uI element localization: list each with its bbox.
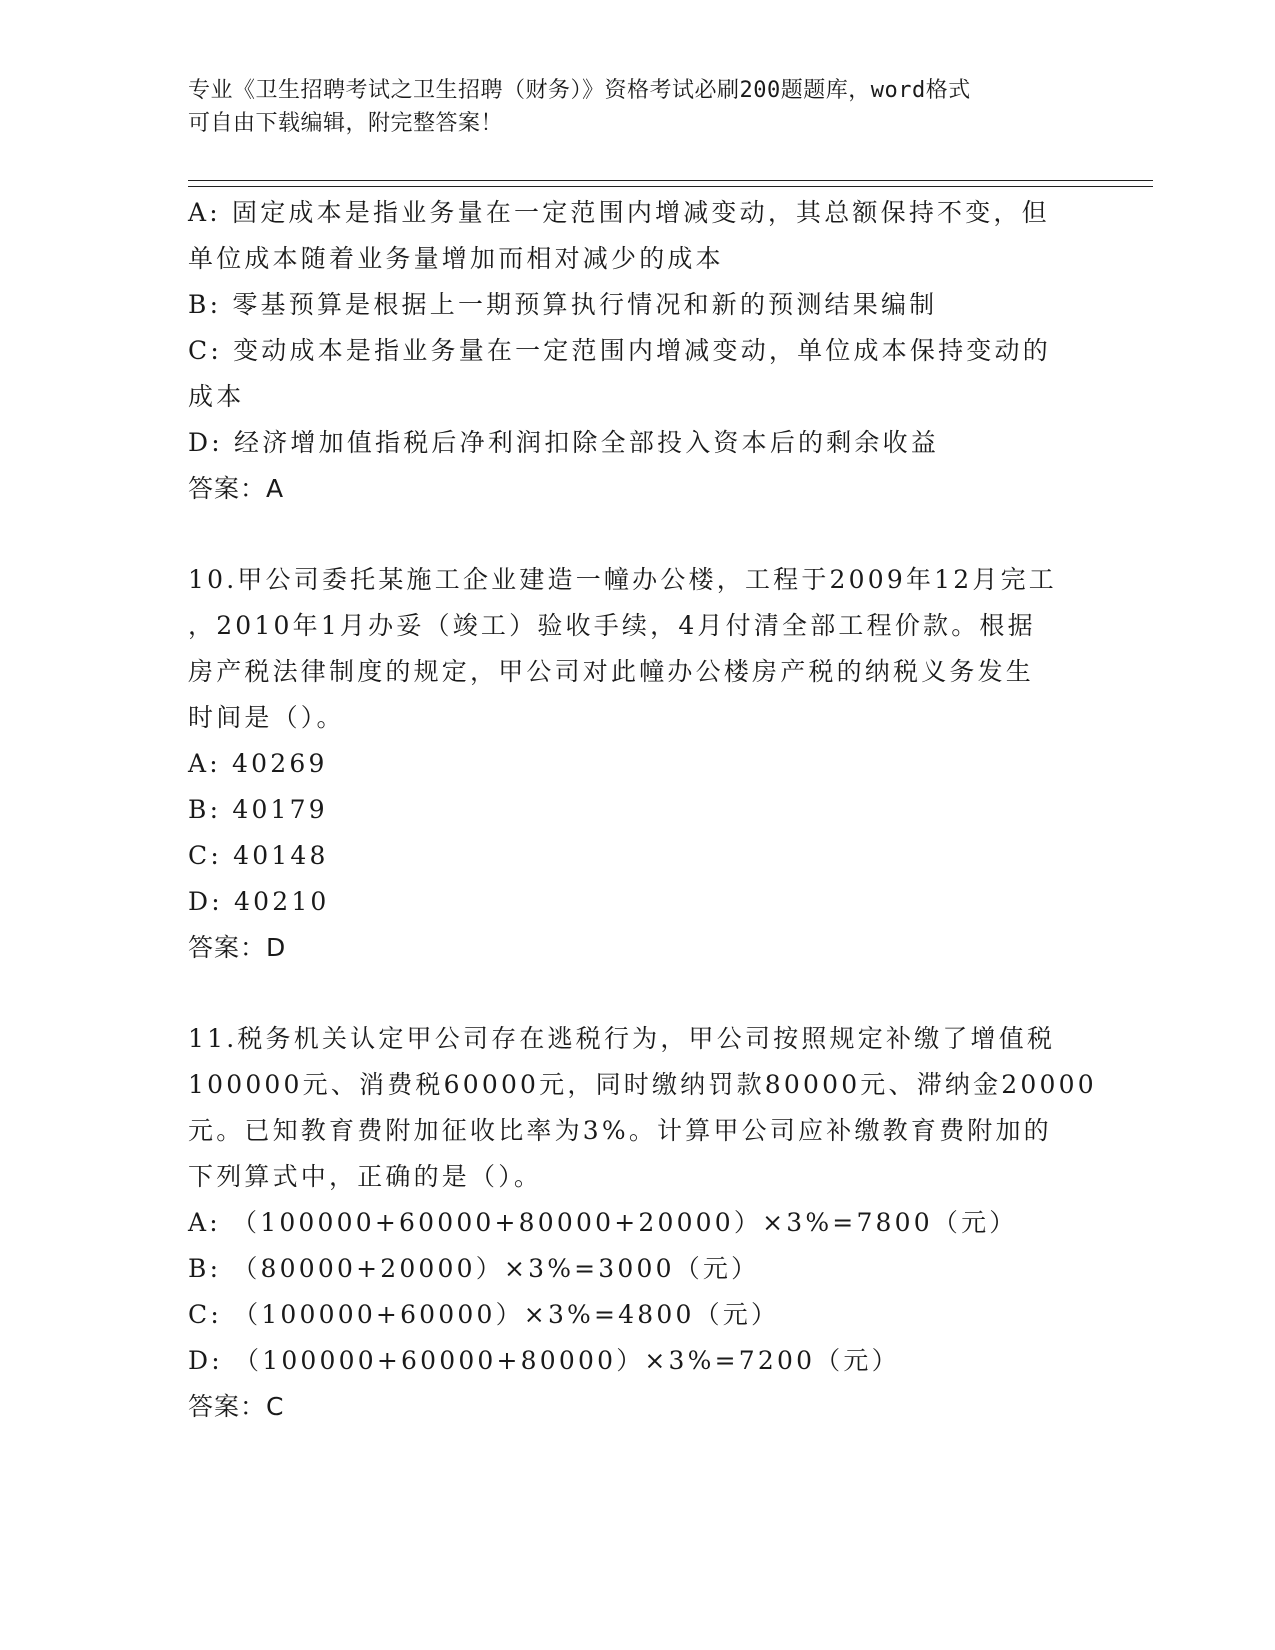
question-block-11: [188, 1016, 1097, 1430]
question-stem-line: ，2010年1月办妥（竣工）验收手续，4月付清全部工程价款。根据: [188, 611, 1036, 640]
option-line: B: （80000+20000）×3%=3000（元）: [188, 1254, 760, 1283]
option-line: 成本: [188, 382, 245, 411]
option-line: D: 经济增加值指税后净利润扣除全部投入资本后的剩余收益: [188, 428, 940, 457]
header-rule-top: [188, 180, 1153, 181]
document-header: [188, 74, 1068, 140]
option-line: A: 40269: [188, 749, 328, 778]
header-line-1: 专业《卫生招聘考试之卫生招聘（财务）》资格考试必刷200题题库，word格式: [188, 78, 971, 103]
question-stem-line: 房产税法律制度的规定，甲公司对此幢办公楼房产税的纳税义务发生: [188, 657, 1035, 686]
header-rule-bottom: [188, 186, 1153, 187]
option-line: C: 40148: [188, 841, 329, 870]
header-line-2: 可自由下载编辑，附完整答案！: [188, 111, 504, 136]
spacer: [188, 971, 1088, 1016]
question-stem-line: 100000元、消费税60000元，同时缴纳罚款80000元、滞纳金20000: [188, 1070, 1097, 1099]
option-line: C: （100000+60000）×3%=4800（元）: [188, 1300, 780, 1329]
document-body: [188, 190, 1097, 1430]
option-line: A: 固定成本是指业务量在一定范围内增减变动，其总额保持不变，但: [188, 198, 1050, 227]
spacer: [188, 512, 1088, 557]
answer-line: 答案：D: [188, 933, 287, 962]
question-stem-line: 下列算式中，正确的是（）。: [188, 1162, 543, 1191]
question-block-10: [188, 557, 1088, 971]
option-line: B: 零基预算是根据上一期预算执行情况和新的预测结果编制: [188, 290, 938, 319]
option-line: D: 40210: [188, 887, 330, 916]
option-line: 单位成本随着业务量增加而相对减少的成本: [188, 244, 724, 273]
question-stem-line: 11.税务机关认定甲公司存在逃税行为，甲公司按照规定补缴了增值税: [188, 1024, 1056, 1053]
option-line: D: （100000+60000+80000）×3%=7200（元）: [188, 1346, 900, 1375]
question-stem-line: 元。已知教育费附加征收比率为3%。计算甲公司应补缴教育费附加的: [188, 1116, 1052, 1145]
answer-line: 答案：A: [188, 474, 285, 503]
option-line: C: 变动成本是指业务量在一定范围内增减变动，单位成本保持变动的: [188, 336, 1051, 365]
option-line: B: 40179: [188, 795, 328, 824]
question-block-9: [188, 190, 1088, 512]
option-line: A: （100000+60000+80000+20000）×3%=7800（元）: [188, 1208, 1018, 1237]
answer-line: 答案：C: [188, 1392, 285, 1421]
question-stem-line: 时间是（）。: [188, 703, 345, 732]
question-stem-line: 10.甲公司委托某施工企业建造一幢办公楼，工程于2009年12月完工: [188, 565, 1057, 594]
